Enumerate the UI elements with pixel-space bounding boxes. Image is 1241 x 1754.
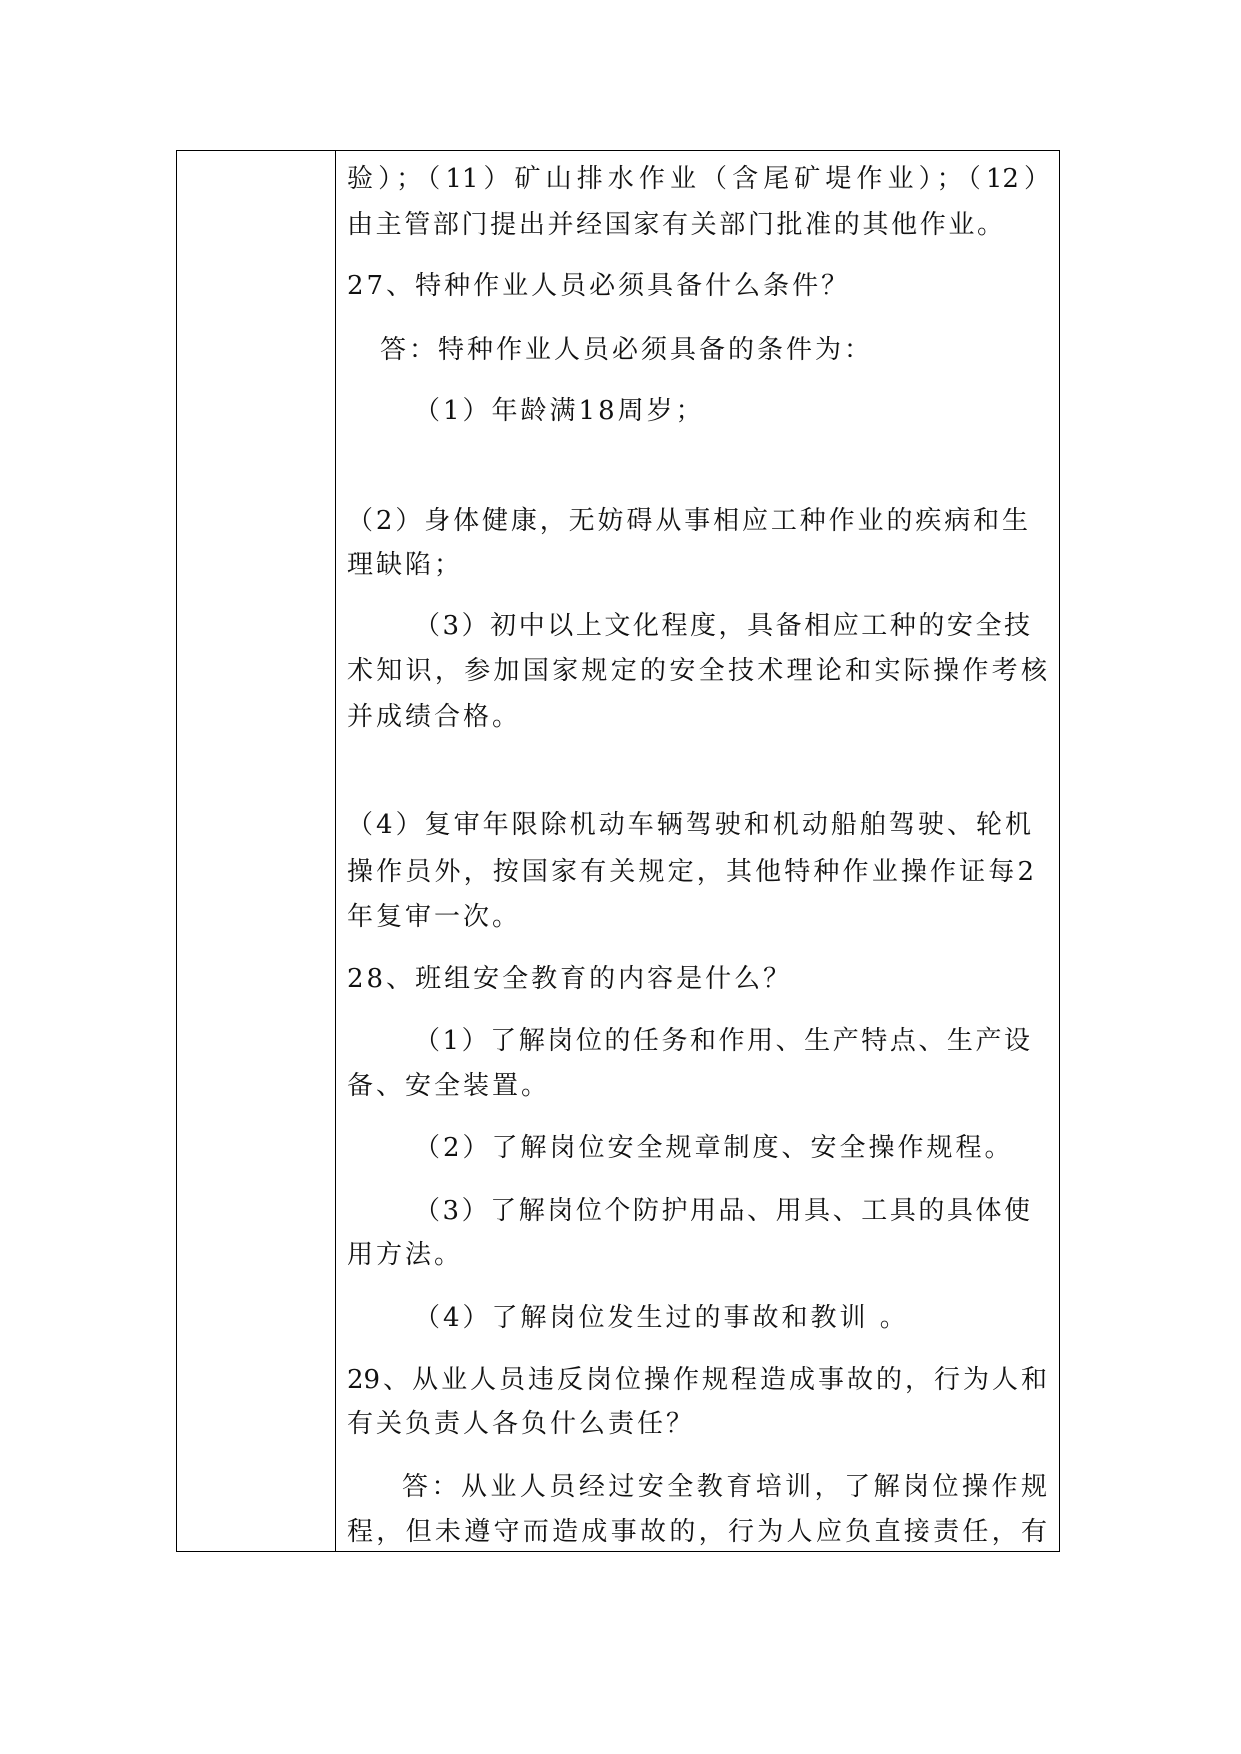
answer-27-item-4-line-2: 操作员外，按国家有关规定，其他特种作业操作证每2 xyxy=(347,857,1034,887)
answer-27-item-3-line-1: （3）初中以上文化程度，具备相应工种的安全技 xyxy=(414,611,1030,641)
answer-27-item-1: （1）年龄满18周岁； xyxy=(414,396,705,426)
answer-27-item-2-line-1: （2）身体健康，无妨碍从事相应工种作业的疾病和生 xyxy=(347,506,1028,536)
previous-answer-line-2: 由主管部门提出并经国家有关部门批准的其他作业。 xyxy=(347,210,1003,240)
answer-27-item-3-line-2: 术知识，参加国家规定的安全技术理论和实际操作考核 xyxy=(347,656,1047,686)
question-27: 27、特种作业人员必须具备什么条件？ xyxy=(347,271,851,301)
empty-left-cell xyxy=(177,151,334,1551)
answer-27-item-2-line-2: 理缺陷； xyxy=(347,550,464,580)
answer-27-intro: 答：特种作业人员必须具备的条件为： xyxy=(380,335,874,365)
answer-29-line-2: 程，但未遵守而造成事故的，行为人应负直接责任，有 xyxy=(347,1517,1047,1547)
answer-28-item-1-line-2: 备、安全装置。 xyxy=(347,1071,551,1101)
question-29-line-1: 29、从业人员违反岗位操作规程造成事故的，行为人和 xyxy=(347,1365,1047,1395)
answer-28-item-3-line-1: （3）了解岗位个防护用品、用具、工具的具体使 xyxy=(414,1196,1030,1226)
answer-28-item-4: （4）了解岗位发生过的事故和教训 。 xyxy=(414,1303,909,1333)
column-divider xyxy=(335,150,336,1552)
answer-27-item-3-line-3: 并成绩合格。 xyxy=(347,702,522,732)
answer-28-item-2: （2）了解岗位安全规章制度、安全操作规程。 xyxy=(414,1133,1014,1163)
answer-28-item-1-line-1: （1）了解岗位的任务和作用、生产特点、生产设 xyxy=(414,1026,1030,1056)
previous-answer-line-1: 验）；（11）矿山排水作业（含尾矿堤作业）；（12） xyxy=(347,164,1050,194)
question-28: 28、班组安全教育的内容是什么？ xyxy=(347,964,793,994)
question-29-line-2: 有关负责人各负什么责任？ xyxy=(347,1409,696,1439)
answer-29-line-1: 答：从业人员经过安全教育培训，了解岗位操作规 xyxy=(402,1472,1047,1502)
answer-27-item-4-line-3: 年复审一次。 xyxy=(347,902,522,932)
answer-27-item-4-line-1: （4）复审年限除机动车辆驾驶和机动船舶驾驶、轮机 xyxy=(347,810,1031,840)
answer-28-item-3-line-2: 用方法。 xyxy=(347,1240,464,1270)
